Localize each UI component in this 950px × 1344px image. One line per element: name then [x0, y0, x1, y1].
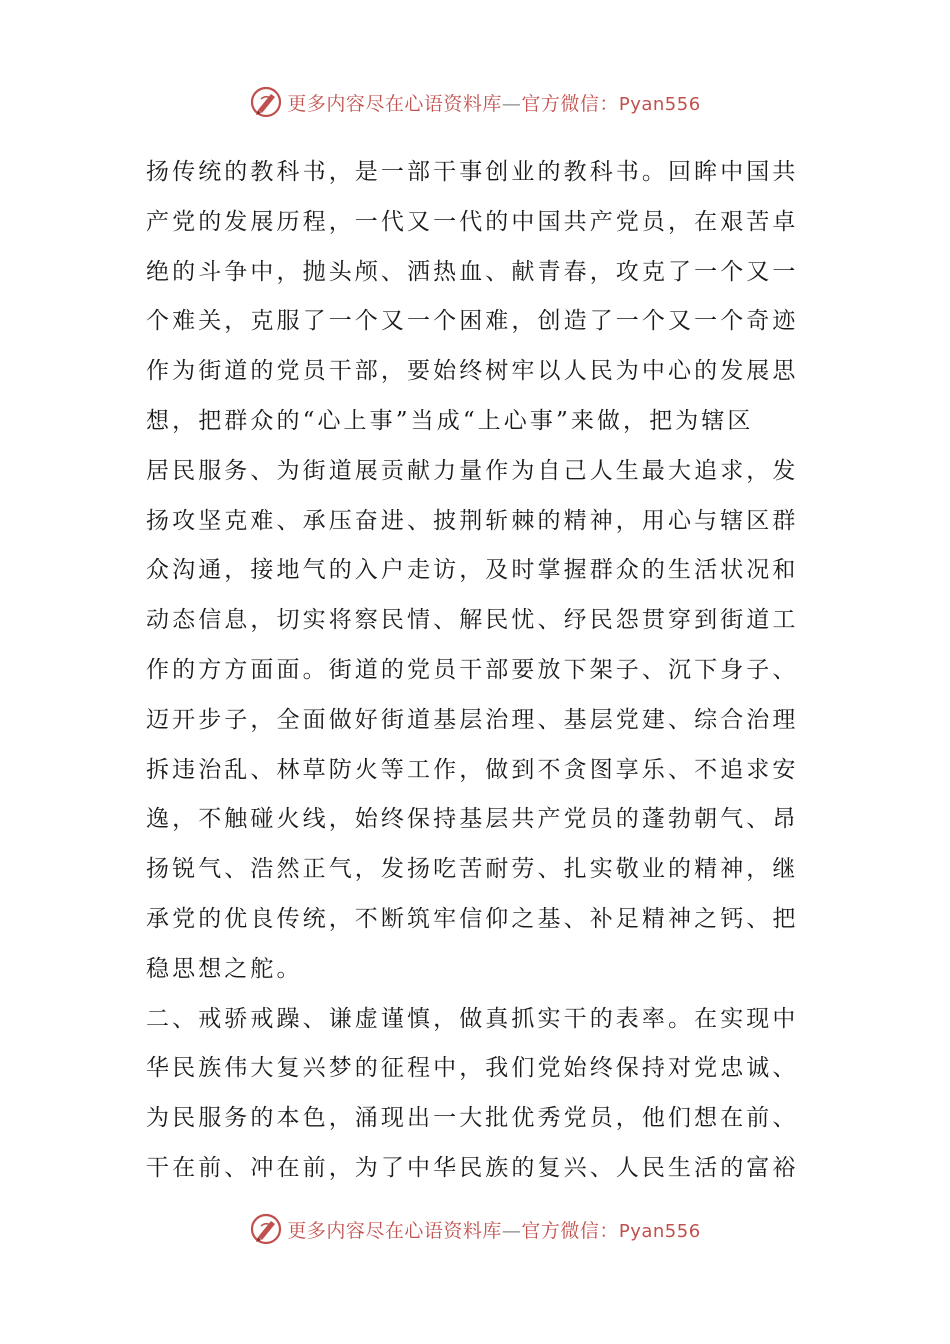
watermark-text — [287, 1216, 700, 1243]
body-line: 个难关，克服了一个又一个困难，创造了一个又一个奇迹 — [146, 308, 799, 335]
watermark-main: 更多内容尽在心语资料库 — [287, 92, 502, 115]
watermark-separator: — — [501, 92, 522, 115]
watermark-tail-id: Pyan556 — [618, 93, 701, 115]
header-watermark — [0, 80, 950, 124]
pen-logo-icon — [249, 85, 283, 119]
pen-logo-icon — [249, 1212, 283, 1246]
document-body — [146, 148, 808, 1194]
watermark-tail-label: 官方微信： — [521, 92, 619, 115]
watermark-separator: — — [501, 1219, 522, 1242]
body-line: 华民族伟大复兴梦的征程中，我们党始终保持对党忠诚、 — [146, 1055, 799, 1082]
body-line: 稳思想之舵。 — [146, 955, 303, 982]
body-line: 作的方方面面。街道的党员干部要放下架子、沉下身子、 — [146, 656, 799, 683]
body-line: 动态信息，切实将察民情、解民忧、纾民怨贯穿到街道工 — [146, 607, 799, 634]
footer-watermark — [0, 1207, 950, 1251]
body-line: 产党的发展历程，一代又一代的中国共产党员，在艰苦卓 — [146, 208, 799, 235]
watermark-tail-id: Pyan556 — [618, 1220, 701, 1242]
watermark-tail-label: 官方微信： — [521, 1219, 619, 1242]
body-line: 作为街道的党员干部，要始终树牢以人民为中心的发展思 — [146, 358, 799, 385]
body-line: 居民服务、为街道展贡献力量作为自己人生最大追求，发 — [146, 457, 799, 484]
body-line: 拆违治乱、林草防火等工作，做到不贪图享乐、不追求安 — [146, 756, 799, 783]
body-line: 想，把群众的“心上事”当成“上心事”来做，把为辖区 — [146, 407, 754, 434]
body-line: 逸，不触碰火线，始终保持基层共产党员的蓬勃朝气、昂 — [146, 806, 799, 833]
section-heading-line: 二、戒骄戒躁、谦虚谨慎，做真抓实干的表率。在实现中 — [146, 1005, 799, 1032]
body-line: 为民服务的本色，涌现出一大批优秀党员，他们想在前、 — [146, 1105, 799, 1132]
body-line: 承党的优良传统，不断筑牢信仰之基、补足精神之钙、把 — [146, 905, 799, 932]
body-line: 扬传统的教科书，是一部干事创业的教科书。回眸中国共 — [146, 159, 799, 185]
body-line: 扬攻坚克难、承压奋进、披荆斩棘的精神，用心与辖区群 — [146, 507, 799, 534]
watermark-text — [287, 89, 700, 116]
body-line: 迈开步子，全面做好街道基层治理、基层党建、综合治理 — [146, 706, 799, 733]
body-line: 绝的斗争中，抛头颅、洒热血、献青春，攻克了一个又一 — [146, 258, 799, 285]
body-line: 众沟通，接地气的入户走访，及时掌握群众的生活状况和 — [146, 557, 799, 584]
watermark-main: 更多内容尽在心语资料库 — [287, 1219, 502, 1242]
body-line: 干在前、冲在前，为了中华民族的复兴、人民生活的富裕 — [146, 1154, 799, 1181]
body-line: 扬锐气、浩然正气，发扬吃苦耐劳、扎实敬业的精神，继 — [146, 856, 799, 883]
